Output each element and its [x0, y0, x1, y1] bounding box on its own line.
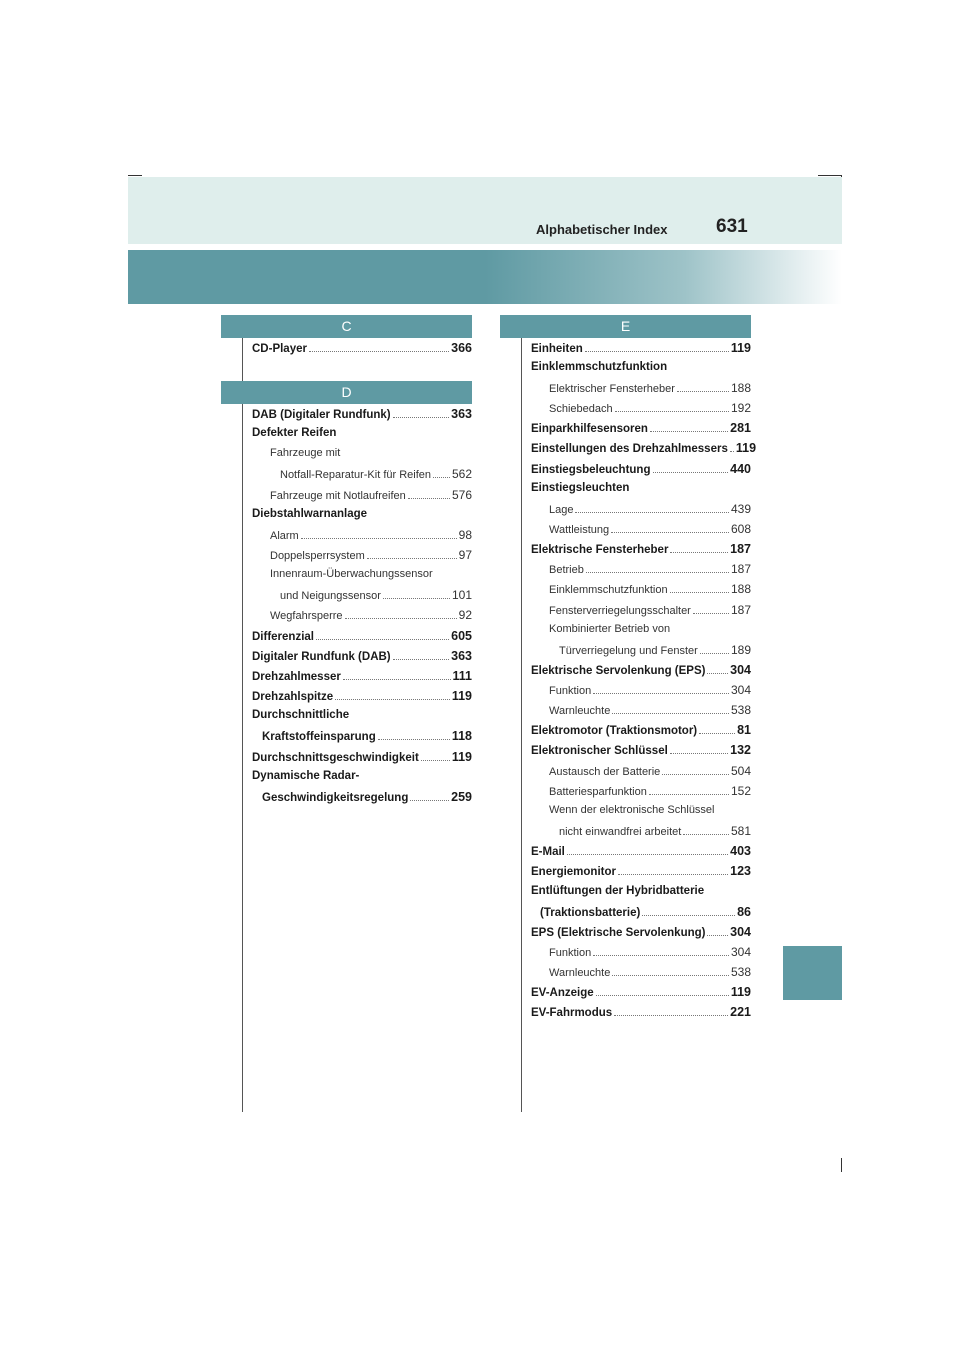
decorative-band	[128, 250, 842, 304]
entry-term: Diebstahlwarnanlage	[252, 508, 368, 520]
entry-term: Einstiegsbeleuchtung	[531, 464, 651, 476]
index-entry	[252, 709, 349, 721]
entry-term: Funktion	[549, 685, 592, 697]
entry-term: Warnleuchte	[549, 705, 611, 717]
index-entry	[531, 663, 751, 677]
entry-page: 538	[730, 965, 751, 979]
entry-term: Kombinierter Betrieb von	[549, 623, 671, 635]
index-entry	[531, 462, 751, 476]
entry-term: Wenn der elektronische Schlüssel	[549, 804, 715, 816]
index-subentry	[559, 643, 751, 657]
entry-term: Austausch der Batterie	[549, 766, 661, 778]
index-subentry	[549, 945, 751, 959]
index-subentry	[549, 381, 751, 395]
entry-term: und Neigungssensor	[280, 590, 381, 602]
entry-term: Geschwindigkeitsregelung	[262, 792, 409, 804]
index-entry	[531, 361, 667, 373]
entry-term: Elektrische Servolenkung (EPS)	[531, 665, 706, 677]
entry-page: 366	[451, 341, 472, 355]
entry-page: 304	[730, 683, 751, 697]
index-entry	[531, 743, 751, 757]
index-subentry	[549, 562, 751, 576]
index-entry	[531, 441, 757, 455]
index-entry	[262, 790, 472, 804]
index-entry	[252, 427, 336, 439]
entry-page: 187	[730, 562, 751, 576]
entry-page: 363	[451, 649, 472, 663]
crop-mark	[818, 175, 842, 176]
entry-term: Elektrische Fensterheber	[531, 544, 669, 556]
entry-page: 538	[730, 703, 751, 717]
index-subentry	[549, 401, 751, 415]
entry-page: 605	[451, 629, 472, 643]
index-entry	[531, 985, 751, 999]
entry-page: 98	[458, 528, 472, 542]
entry-term: Einklemmschutzfunktion	[531, 361, 668, 373]
entry-page: 101	[451, 588, 472, 602]
index-subentry	[549, 784, 751, 798]
index-entry	[252, 407, 472, 421]
entry-page: 111	[452, 669, 472, 683]
entry-term: Kraftstoffeinsparung	[262, 731, 376, 743]
entry-page: 123	[730, 864, 751, 878]
entry-term: E-Mail	[531, 846, 565, 858]
entry-page: 281	[730, 421, 751, 435]
index-entry	[252, 669, 472, 683]
entry-term: Funktion	[549, 947, 592, 959]
index-entry	[252, 629, 472, 643]
index-subentry	[549, 804, 715, 816]
entry-term: Wegfahrsperre	[270, 610, 343, 622]
index-subentry	[270, 568, 433, 580]
entry-term: Fahrzeuge mit	[270, 447, 341, 459]
entry-term: EV-Fahrmodus	[531, 1007, 613, 1019]
index-entry	[252, 770, 359, 782]
entry-page: 187	[730, 542, 751, 556]
entry-term: Elektrischer Fensterheber	[549, 383, 675, 395]
entry-page: 562	[451, 467, 472, 481]
entry-term: Einheiten	[531, 343, 583, 355]
entry-page: 86	[737, 905, 751, 919]
section-header-d: D	[221, 381, 472, 404]
entry-term: Drehzahlspitze	[252, 691, 334, 703]
entry-term: Einparkhilfesensoren	[531, 423, 648, 435]
index-subentry	[270, 528, 472, 542]
entry-term: Innenraum-Überwachungssensor	[270, 568, 433, 580]
chapter-tab	[783, 946, 842, 1000]
index-entry	[252, 508, 367, 520]
entry-term: Einstiegsleuchten	[531, 482, 630, 494]
entry-term: Türverriegelung und Fenster	[559, 645, 698, 657]
index-subentry	[549, 502, 751, 516]
entry-page: 118	[451, 729, 472, 743]
index-entry	[531, 542, 751, 556]
index-entry	[262, 729, 472, 743]
entry-term: (Traktionsbatterie)	[540, 907, 641, 919]
entry-term: Lage	[549, 504, 574, 516]
entry-term: Wattleistung	[549, 524, 610, 536]
entry-page: 259	[451, 790, 472, 804]
index-entry	[540, 905, 751, 919]
column-rule-left	[242, 330, 243, 1112]
index-entry	[252, 750, 472, 764]
entry-page: 440	[730, 462, 751, 476]
entry-page: 189	[730, 643, 751, 657]
index-entry	[252, 341, 472, 355]
index-subentry	[549, 623, 670, 635]
index-entry	[531, 864, 751, 878]
entry-term: DAB (Digitaler Rundfunk)	[252, 409, 391, 421]
entry-page: 132	[730, 743, 751, 757]
index-subentry	[270, 608, 472, 622]
index-entry	[531, 925, 751, 939]
entry-term: Fensterverriegelungsschalter	[549, 605, 691, 617]
entry-term: Differenzial	[252, 631, 314, 643]
entry-page: 192	[730, 401, 751, 415]
entry-term: EV-Anzeige	[531, 987, 594, 999]
entry-term: Alarm	[270, 530, 299, 542]
index-subentry	[549, 603, 751, 617]
entry-page: 304	[730, 945, 751, 959]
entry-page: 81	[737, 723, 751, 737]
header-title: Alphabetischer Index	[536, 222, 668, 237]
entry-page: 439	[730, 502, 751, 516]
index-entry	[531, 1005, 751, 1019]
index-entry	[252, 689, 472, 703]
entry-term: Batteriesparfunktion	[549, 786, 647, 798]
index-subentry	[270, 488, 472, 502]
index-subentry	[549, 683, 751, 697]
entry-term: Doppelsperrsystem	[270, 550, 365, 562]
index-subentry	[549, 703, 751, 717]
entry-term: Fahrzeuge mit Notlaufreifen	[270, 490, 406, 502]
index-entry	[531, 341, 751, 355]
entry-page: 119	[730, 341, 751, 355]
crop-mark	[128, 175, 142, 176]
entry-page: 92	[458, 608, 472, 622]
index-subentry	[280, 588, 472, 602]
entry-term: Energiemonitor	[531, 866, 616, 878]
entry-term: Durchschnittliche	[252, 709, 350, 721]
column-rule-right	[521, 330, 522, 1112]
entry-term: Einstellungen des Drehzahlmessers	[531, 443, 728, 455]
index-entry	[531, 723, 751, 737]
entry-term: Notfall-Reparatur-Kit für Reifen	[280, 469, 432, 481]
entry-term: Elektromotor (Traktionsmotor)	[531, 725, 698, 737]
entry-term: Schiebedach	[549, 403, 613, 415]
entry-term: CD-Player	[252, 343, 307, 355]
index-subentry	[549, 764, 751, 778]
entry-page: 119	[735, 441, 757, 455]
entry-page: 608	[730, 522, 751, 536]
entry-term: Drehzahlmesser	[252, 671, 341, 683]
index-subentry	[549, 582, 751, 596]
entry-page: 221	[730, 1005, 751, 1019]
index-subentry	[559, 824, 751, 838]
index-entry	[531, 482, 629, 494]
entry-page: 119	[451, 750, 472, 764]
entry-page: 304	[730, 663, 751, 677]
index-subentry	[270, 548, 472, 562]
entry-term: Digitaler Rundfunk (DAB)	[252, 651, 391, 663]
entry-page: 187	[730, 603, 751, 617]
entry-page: 304	[730, 925, 751, 939]
index-entry	[252, 649, 472, 663]
entry-page: 403	[730, 844, 751, 858]
entry-term: Betrieb	[549, 564, 584, 576]
entry-page: 188	[730, 381, 751, 395]
entry-page: 97	[458, 548, 472, 562]
entry-term: Dynamische Radar-	[252, 770, 360, 782]
entry-page: 504	[730, 764, 751, 778]
section-header-e: E	[500, 315, 751, 338]
index-subentry	[549, 522, 751, 536]
index-subentry	[549, 965, 751, 979]
entry-term: Elektronischer Schlüssel	[531, 745, 668, 757]
entry-term: Defekter Reifen	[252, 427, 337, 439]
index-subentry	[280, 467, 472, 481]
entry-term: Einklemmschutzfunktion	[549, 584, 668, 596]
entry-term: EPS (Elektrische Servolenkung)	[531, 927, 706, 939]
section-header-c: C	[221, 315, 472, 338]
entry-term: nicht einwandfrei arbeitet	[559, 826, 682, 838]
entry-page: 152	[730, 784, 751, 798]
entry-page: 119	[451, 689, 472, 703]
crop-mark	[841, 1158, 842, 1172]
entry-term: Durchschnittsgeschwindigkeit	[252, 752, 419, 764]
entry-term: Entlüftungen der Hybridbatterie	[531, 885, 705, 897]
entry-page: 581	[730, 824, 751, 838]
entry-page: 576	[451, 488, 472, 502]
entry-page: 188	[730, 582, 751, 596]
index-entry	[531, 844, 751, 858]
entry-page: 363	[451, 407, 472, 421]
index-entry	[531, 421, 751, 435]
entry-page: 119	[730, 985, 751, 999]
index-entry	[531, 885, 704, 897]
entry-term: Warnleuchte	[549, 967, 611, 979]
page-number: 631	[716, 216, 748, 237]
index-subentry	[270, 447, 340, 459]
